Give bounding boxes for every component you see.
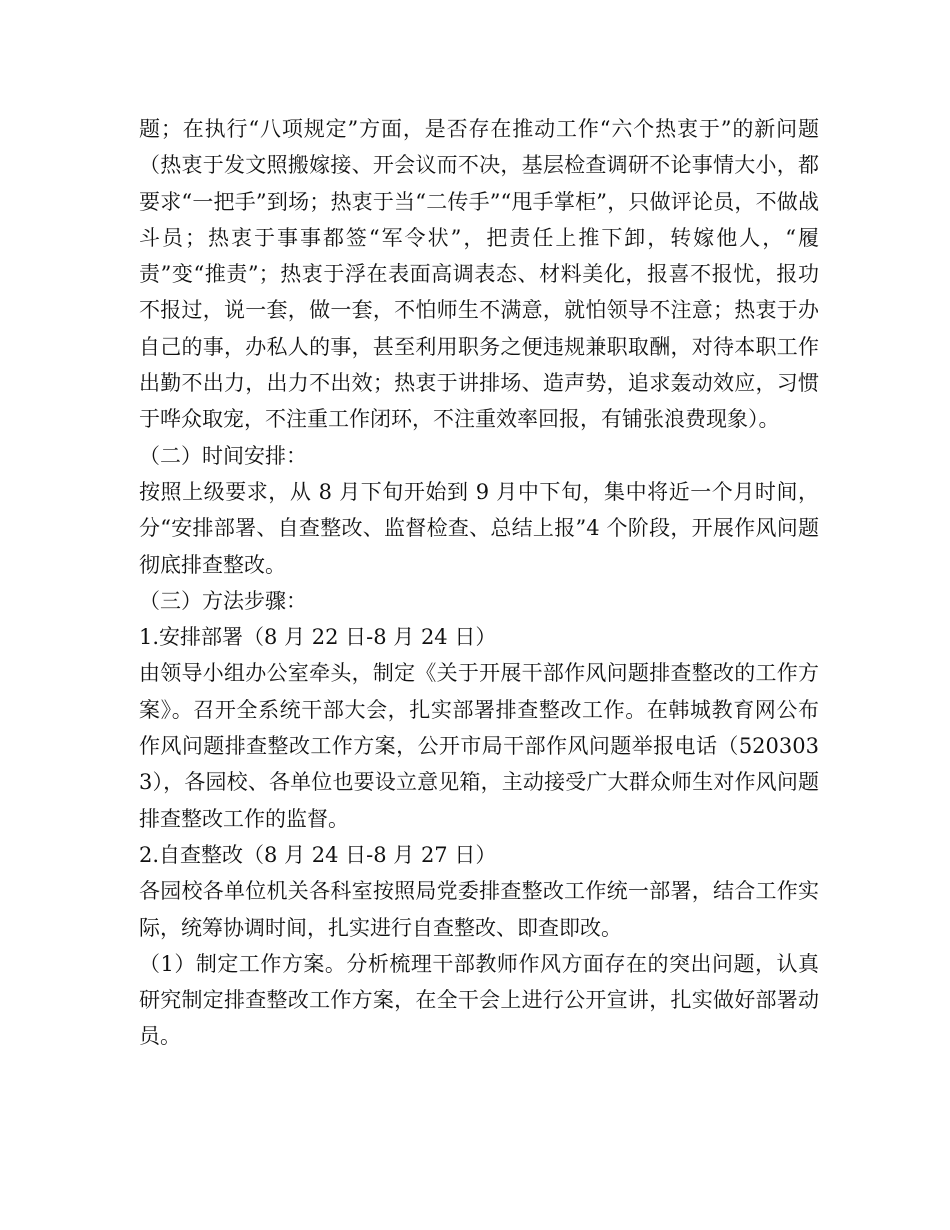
document-body bbox=[139, 111, 819, 1055]
section-heading-method-steps: （三）方法步骤： bbox=[139, 588, 307, 613]
paragraph-time-schedule: 按照上级要求，从 8 月下旬开始到 9 月中下旬，集中将近一个月时间，分“安排部署、自查整改、监督检查、总结上报”4 个阶段，开展作风问题彻底排查整改。 bbox=[139, 479, 819, 577]
paragraph-self-inspection: 各园校各单位机关各科室按照局党委排查整改工作统一部署，结合工作实际，统筹协调时间，扎实进行自查整改、即查即改。 bbox=[139, 879, 819, 940]
section-heading-time-schedule: （二）时间安排： bbox=[139, 443, 307, 468]
step-heading-deployment: 1.安排部署（8 月 22 日-8 月 24 日） bbox=[139, 625, 497, 650]
step-heading-self-inspection: 2.自查整改（8 月 24 日-8 月 27 日） bbox=[139, 842, 497, 867]
paragraph-work-plan: （1）制定工作方案。分析梳理干部教师作风方面存在的突出问题，认真研究制定排查整改工作方案，在全干会上进行公开宣讲，扎实做好部署动员。 bbox=[139, 951, 819, 1049]
paragraph-deployment: 由领导小组办公室牵头，制定《关于开展干部作风问题排查整改的工作方案》。召开全系统干部大会，扎实部署排查整改工作。在韩城教育网公布作风问题排查整改工作方案，公开市局干部作风问题举报电话（5203033），各园校、各单位也要设立意见箱，主动接受广大群众师生对作风问题排查整改工作的监督。 bbox=[139, 661, 819, 831]
paragraph-problems-continued: 题；在执行“八项规定”方面，是否存在推动工作“六个热衷于”的新问题（热衷于发文照搬嫁接、开会议而不决，基层检查调研不论事情大小，都要求“一把手”到场；热衷于当“二传手”“甩手掌柜”，只做评论员，不做战斗员；热衷于事事都签“军令状”，把责任上推下卸，转嫁他人，“履责”变“推责”；热衷于浮在表面高调表态、材料美化，报喜不报忧，报功不报过，说一套，做一套，不怕师生不满意，就怕领导不注意；热衷于办自己的事，办私人的事，甚至利用职务之便违规兼职取酬，对待本职工作出勤不出力，出力不出效；热衷于讲排场、造声势，追求轰动效应，习惯于哗众取宠，不注重工作闭环，不注重效率回报，有铺张浪费现象）。 bbox=[139, 117, 819, 432]
